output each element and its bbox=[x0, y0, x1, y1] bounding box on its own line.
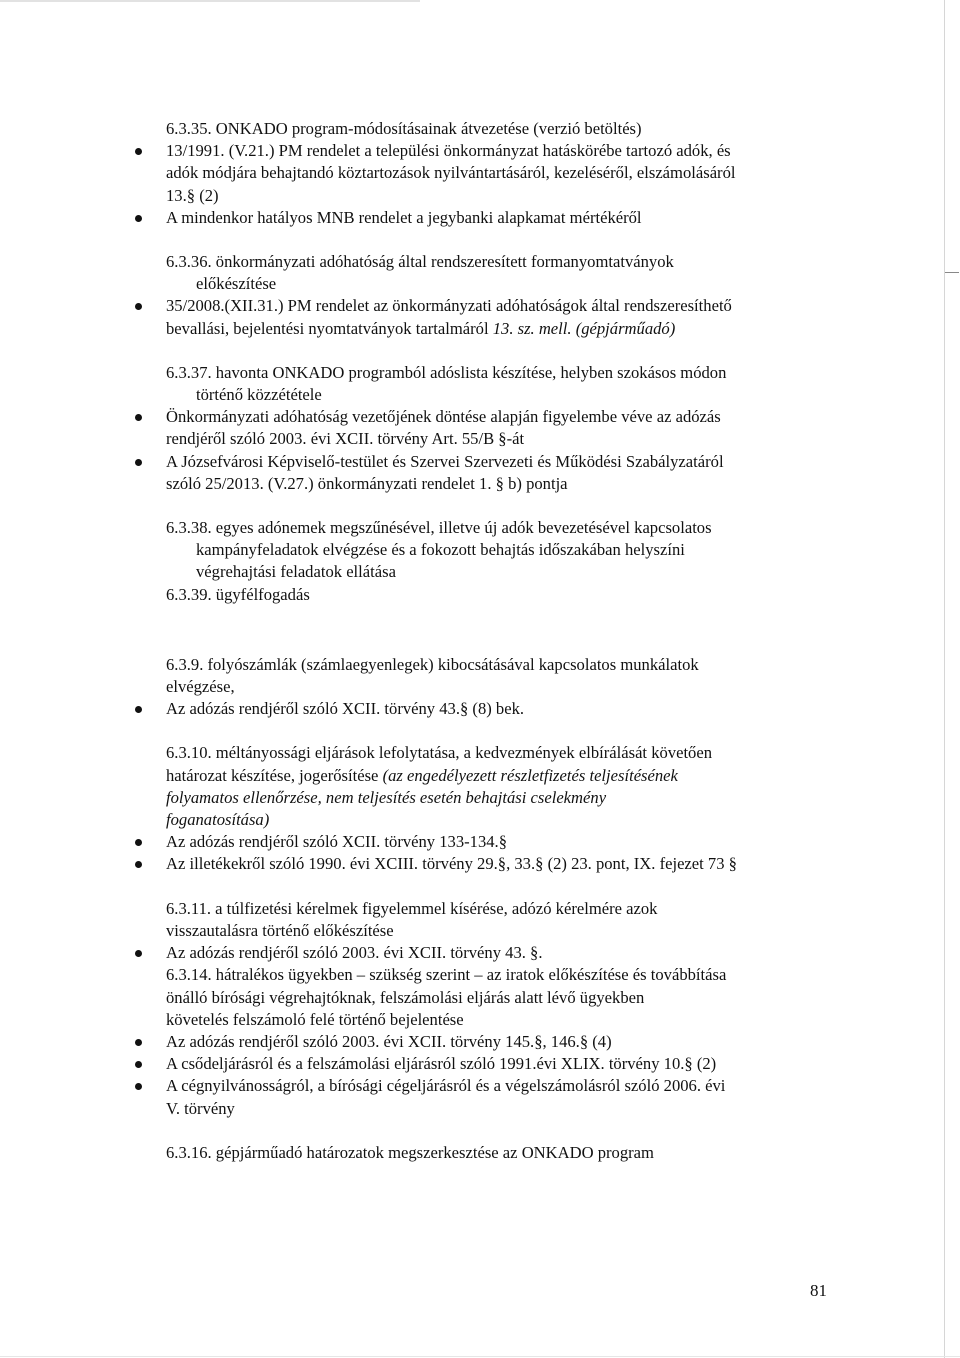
text-line: 6.3.14. hátralékos ügyekben – szükség szerint – az iratok előkészítése és továbbítása bbox=[166, 965, 727, 985]
legal-reference-item bbox=[166, 406, 850, 450]
section-heading-6-3-38 bbox=[166, 517, 850, 584]
legal-reference-item: Az adózás rendjéről szóló XCII. törvény 133-134.§ bbox=[166, 831, 850, 853]
text-span: bevallási, bejelentési nyomtatványok tartalmáról bbox=[166, 318, 489, 338]
text-line bbox=[166, 765, 850, 787]
text-line: adók módjára behajtandó köztartozások nyilvántartásáról, kezeléséről, elszámolásáról bbox=[166, 163, 736, 183]
legal-reference-item: Az adózás rendjéről szóló 2003. évi XCII. törvény 145.§, 146.§ (4) bbox=[166, 1031, 850, 1053]
text-line: Önkormányzati adóhatóság vezetőjének döntése alapján figyelembe véve az adózás bbox=[166, 407, 721, 427]
text-line bbox=[166, 809, 850, 831]
text-line: önálló bírósági végrehajtóknak, felszámolási eljárás alatt lévő ügyekben bbox=[166, 987, 645, 1007]
legal-reference-item: Az adózás rendjéről szóló 2003. évi XCII. törvény 43. §. bbox=[166, 942, 850, 964]
section-heading-6-3-36 bbox=[166, 251, 850, 295]
legal-reference-item bbox=[166, 451, 850, 495]
italic-span: folyamatos ellenőrzése, nem teljesítés esetén behajtási cselekmény bbox=[166, 787, 607, 807]
text-line: rendjéről szóló 2003. évi XCII. törvény Art. 55/B §-át bbox=[166, 429, 525, 449]
text-line: követelés felszámoló felé történő bejelentése bbox=[166, 1009, 464, 1029]
text-line: 6.3.37. havonta ONKADO programból adóslista készítése, helyben szokásos módon bbox=[166, 362, 727, 382]
section-heading-6-3-39: 6.3.39. ügyfélfogadás bbox=[166, 584, 310, 604]
italic-span: foganatosítása) bbox=[166, 810, 270, 830]
section-heading-6-3-9 bbox=[166, 654, 850, 698]
text-line: A cégnyilvánosságról, a bírósági cégeljárásról és a végelszámolásról szóló 2006. évi bbox=[166, 1076, 726, 1096]
document-body bbox=[130, 118, 850, 1164]
scan-edge-tick bbox=[945, 272, 959, 273]
text-line: 6.3.9. folyószámlák (számlaegyenlegek) kibocsátásával kapcsolatos munkálatok bbox=[166, 654, 699, 674]
text-line: elvégzése, bbox=[166, 677, 235, 697]
italic-span: 13. sz. mell. (gépjárműadó) bbox=[492, 318, 676, 338]
text-line bbox=[166, 787, 850, 809]
text-line: V. törvény bbox=[166, 1098, 235, 1118]
text-line: szóló 25/2013. (V.27.) önkormányzati rendelet 1. § b) pontja bbox=[166, 473, 568, 493]
legal-reference-item bbox=[166, 140, 850, 207]
section-heading-6-3-35: 6.3.35. ONKADO program-módosításainak átvezetése (verzió betöltés) bbox=[166, 119, 642, 138]
section-heading-6-3-14 bbox=[166, 964, 850, 1031]
legal-reference-item: Az adózás rendjéről szóló XCII. törvény 43.§ (8) bek. bbox=[166, 698, 850, 720]
legal-reference-item bbox=[166, 1075, 850, 1119]
text-line: végrehajtási feladatok ellátása bbox=[196, 562, 396, 582]
text-line: 6.3.38. egyes adónemek megszűnésével, illetve új adók bevezetésével kapcsolatos bbox=[166, 518, 712, 538]
text-line: 6.3.10. méltányossági eljárások lefolytatása, a kedvezmények elbírálását követően bbox=[166, 743, 713, 763]
legal-reference-item: A csődeljárásról és a felszámolási eljárásról szóló 1991.évi XLIX. törvény 10.§ (2) bbox=[166, 1053, 850, 1075]
scan-edge-line bbox=[944, 0, 945, 1358]
section-heading-6-3-37 bbox=[166, 362, 850, 406]
section-heading-6-3-16: 6.3.16. gépjárműadó határozatok megszerkesztése az ONKADO program bbox=[166, 1142, 654, 1162]
section-heading-6-3-11 bbox=[166, 898, 850, 942]
legal-reference-item: A mindenkor hatályos MNB rendelet a jegybanki alapkamat mértékéről bbox=[166, 207, 850, 229]
scan-artifact-bottom bbox=[0, 1356, 960, 1357]
text-line bbox=[166, 318, 850, 340]
legal-reference-item: Az illetékekről szóló 1990. évi XCIII. törvény 29.§, 33.§ (2) 23. pont, IX. fejezet 73 § bbox=[166, 853, 850, 875]
text-line: előkészítése bbox=[196, 274, 277, 294]
text-line: 13/1991. (V.21.) PM rendelet a települési önkormányzat hatáskörébe tartozó adók, és bbox=[166, 141, 731, 161]
text-line: 13.§ (2) bbox=[166, 185, 219, 205]
text-line: 6.3.11. a túlfizetési kérelmek figyelemmel kísérése, adózó kérelmére azok bbox=[166, 898, 658, 918]
page-number: 81 bbox=[810, 1281, 827, 1300]
text-span: határozat készítése, jogerősítése bbox=[166, 765, 379, 785]
text-line: 35/2008.(XII.31.) PM rendelet az önkormányzati adóhatóságok által rendszeresíthető bbox=[166, 296, 732, 316]
text-line: 6.3.36. önkormányzati adóhatóság által rendszeresített formanyomtatványok bbox=[166, 252, 674, 272]
text-line: történő közzététele bbox=[196, 385, 322, 405]
text-line: visszautalásra történő előkészítése bbox=[166, 920, 394, 940]
section-heading-6-3-10 bbox=[166, 742, 850, 831]
legal-reference-item bbox=[166, 295, 850, 339]
text-line: kampányfeladatok elvégzése és a fokozott behajtás időszakában helyszíni bbox=[196, 540, 685, 560]
italic-span: (az engedélyezett részletfizetés teljesítésének bbox=[382, 765, 678, 785]
text-line: A Józsefvárosi Képviselő-testület és Szervei Szervezeti és Működési Szabályzatáról bbox=[166, 451, 724, 471]
scan-artifact-top bbox=[0, 0, 420, 2]
